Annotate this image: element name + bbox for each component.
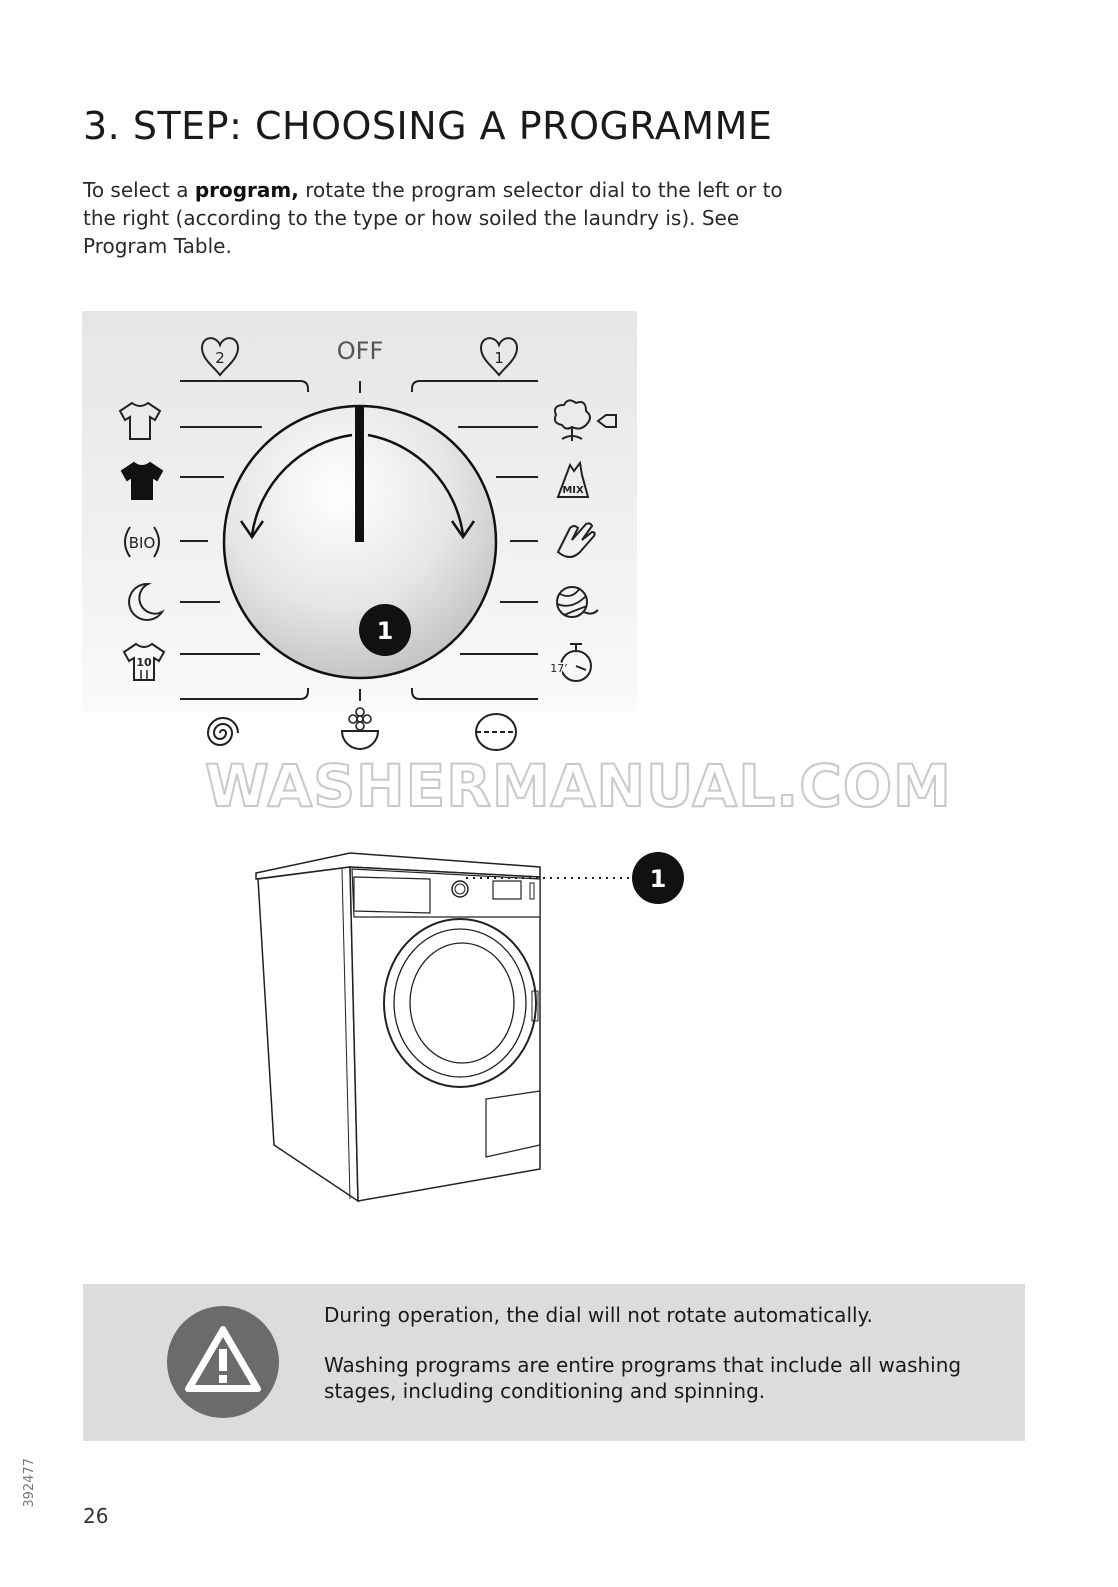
rinse-softener-icon [342, 708, 378, 749]
heart-2-icon [202, 338, 238, 375]
quick-17-icon [550, 644, 591, 681]
mix-icon [558, 463, 588, 497]
knob-pointer [355, 405, 364, 542]
cotton-icon [555, 400, 616, 441]
drain-icon [476, 714, 516, 750]
bottom-right-bracket [412, 688, 538, 699]
tshirt-10-icon [124, 644, 164, 680]
page-title: 3. STEP: CHOOSING A PROGRAMME [83, 104, 773, 148]
intro-keyword: program, [194, 178, 299, 202]
tshirt-outline-icon [120, 403, 160, 439]
spin-icon [208, 718, 238, 745]
moon-icon [129, 584, 162, 620]
tshirt-filled-icon [122, 463, 162, 499]
warning-icon [166, 1305, 280, 1419]
off-label: OFF [336, 337, 384, 365]
washer-door [384, 919, 536, 1087]
bottom-left-bracket [180, 688, 308, 699]
page-number: 26 [83, 1504, 109, 1528]
hand-wash-icon [558, 523, 595, 557]
svg-text:1: 1 [494, 349, 504, 367]
watermark-text: WASHERMANUAL.COM [205, 752, 952, 820]
svg-text:BIO: BIO [128, 534, 156, 552]
top-left-bracket [180, 381, 308, 392]
note-line-1: During operation, the dial will not rotate automatically. [324, 1303, 873, 1327]
intro-text-start: To select a [83, 178, 195, 202]
heart-1-icon [481, 338, 517, 375]
svg-text:17’: 17’ [550, 662, 568, 675]
warning-note-text [324, 1302, 1014, 1428]
washer-callout-number: 1 [649, 865, 667, 893]
note-line-2: Washing programs are entire programs that include all washing stages, including conditioning and spinning. [324, 1353, 962, 1403]
document-code: 392477 [22, 1458, 37, 1508]
svg-text:10: 10 [136, 656, 152, 669]
svg-text:2: 2 [215, 349, 225, 367]
intro-paragraph [83, 176, 803, 260]
bio-icon [125, 527, 159, 557]
washing-machine-illustration [250, 845, 710, 1215]
intro-text-end: rotate the program selector dial to the left or to the right (according to the type or how soiled the laundry is). See Program Table. [83, 178, 783, 258]
dial-callout-number: 1 [376, 617, 394, 645]
top-right-bracket [412, 381, 538, 392]
programme-dial-illustration [82, 311, 638, 761]
wool-icon [557, 587, 598, 617]
svg-text:MIX: MIX [562, 485, 584, 496]
